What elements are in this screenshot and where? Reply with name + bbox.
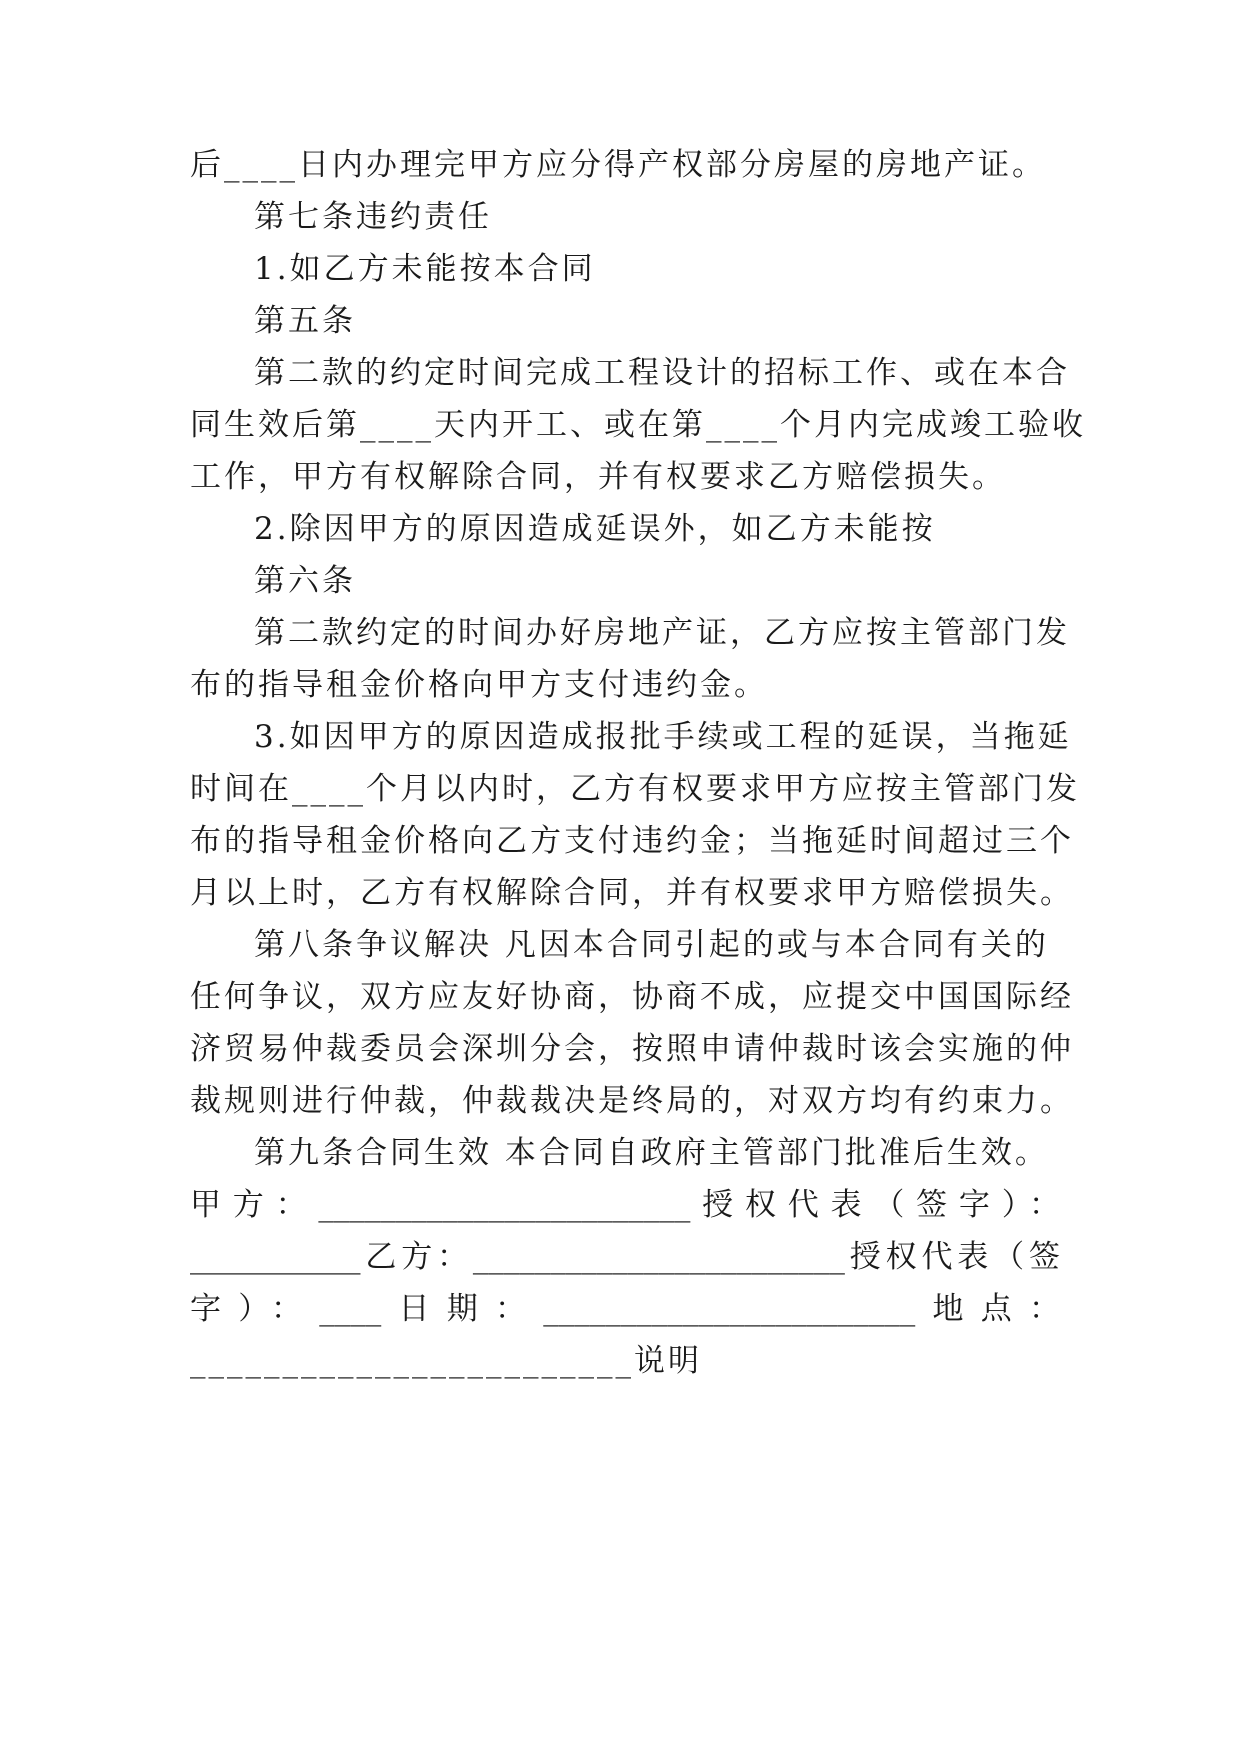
article-7-heading: 第七条违约责任 bbox=[254, 199, 492, 235]
text-line-12: 3.如因甲方的原因造成报批手续或工程的延误，当拖延 bbox=[254, 719, 1072, 755]
text-line-3: 1.如乙方未能按本合同 bbox=[254, 251, 596, 287]
signature-line-party-b: ___________乙方：________________________授权代表（签 bbox=[190, 1239, 1060, 1275]
text-line-5: 第二款的约定时间完成工程设计的招标工作、或在本合 bbox=[254, 355, 1070, 391]
text-line-17: 任何争议，双方应友好协商，协商不成，应提交中国国际经 bbox=[190, 979, 1074, 1015]
signature-line-date-location: 字）：____日期：________________________地点： bbox=[190, 1291, 1060, 1327]
text-line-11: 布的指导租金价格向甲方支付违约金。 bbox=[190, 667, 768, 703]
text-line-7: 工作，甲方有权解除合同，并有权要求乙方赔偿损失。 bbox=[190, 459, 1006, 495]
article-5-reference: 第五条 bbox=[254, 303, 356, 339]
text-line-15: 月以上时，乙方有权解除合同，并有权要求甲方赔偿损失。 bbox=[190, 875, 1074, 911]
text-line-6: 同生效后第____天内开工、或在第____个月内完成竣工验收 bbox=[190, 407, 1086, 443]
signature-line-notes: ________________________说明 bbox=[190, 1343, 702, 1379]
article-9-heading: 第九条合同生效 本合同自政府主管部门批准后生效。 bbox=[254, 1135, 1049, 1171]
text-line-13: 时间在____个月以内时，乙方有权要求甲方应按主管部门发 bbox=[190, 771, 1080, 807]
article-8-heading: 第八条争议解决 凡因本合同引起的或与本合同有关的 bbox=[254, 927, 1049, 963]
signature-line-party-a: 甲方：________________________授权代表（签字）： bbox=[190, 1187, 1060, 1223]
text-line-1: 后____日内办理完甲方应分得产权部分房屋的房地产证。 bbox=[190, 147, 1046, 183]
text-line-14: 布的指导租金价格向乙方支付违约金；当拖延时间超过三个 bbox=[190, 823, 1074, 859]
text-line-19: 裁规则进行仲裁，仲裁裁决是终局的，对双方均有约束力。 bbox=[190, 1083, 1074, 1119]
text-line-18: 济贸易仲裁委员会深圳分会，按照申请仲裁时该会实施的仲 bbox=[190, 1031, 1074, 1067]
text-line-10: 第二款约定的时间办好房地产证，乙方应按主管部门发 bbox=[254, 615, 1070, 651]
article-6-reference: 第六条 bbox=[254, 563, 356, 599]
text-line-8: 2.除因甲方的原因造成延误外，如乙方未能按 bbox=[254, 511, 936, 547]
